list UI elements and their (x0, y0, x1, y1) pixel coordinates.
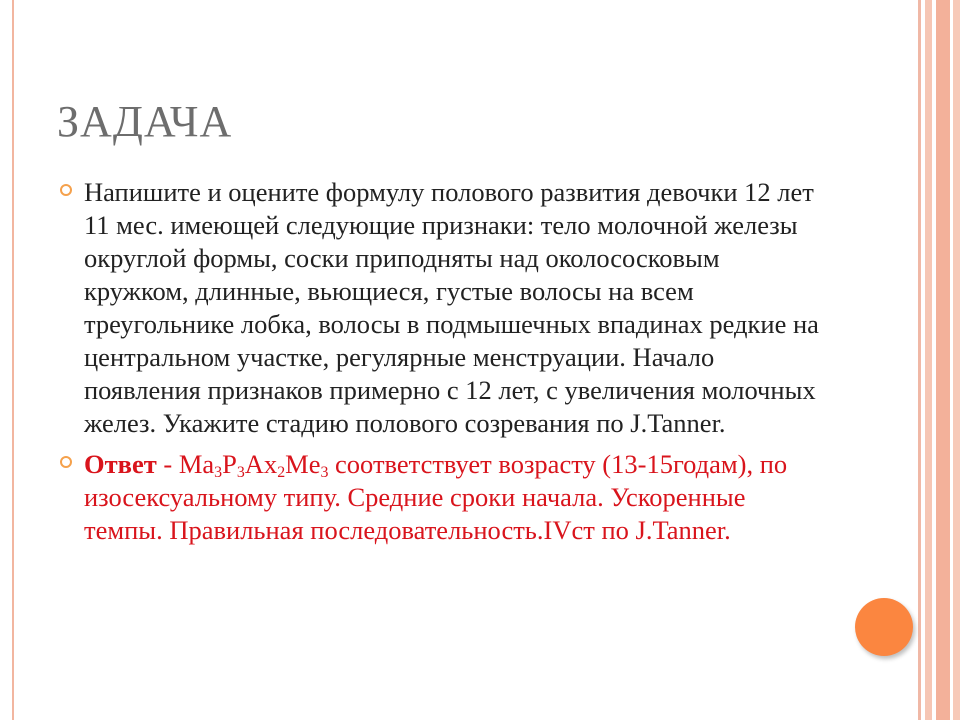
slide-content (58, 176, 828, 547)
slide-title: ЗАДАЧА (57, 97, 233, 146)
task-text: Напишите и оцените формулу полового развития девочки 12 лет 11 мес. имеющей следующие признаки: тело молочной железы округлой формы, соски приподняты над околососковым кружком, длинные, вьющиеся, густые волосы на всем треугольнике лобка, волосы в подмышечных впадинах редкие на центральном участке, регулярные менструации. Начало появления признаков примерно с 12 лет, с увеличения молочных желез. Укажите стадию полового созревания по J.Tanner. (84, 177, 819, 438)
right-decor-stripe (925, 0, 932, 720)
formula-part: $Ax_2$ (244, 449, 286, 481)
right-decor-stripe (918, 0, 921, 720)
formula-part: $Me_3$ (285, 449, 329, 481)
answer-label: Ответ (84, 449, 157, 479)
formula-part: $Ma_3$ (178, 449, 223, 481)
left-border-line (12, 0, 14, 720)
right-decor-stripe (936, 0, 950, 720)
task-item (58, 176, 828, 440)
decorative-circle (855, 598, 913, 656)
formula-part: $P_3$ (222, 449, 245, 481)
answer-formula (179, 449, 329, 479)
bullet-icon (60, 456, 72, 468)
answer-dash: - (156, 449, 179, 479)
bullet-icon (60, 184, 72, 196)
right-decor-stripe (953, 0, 960, 720)
answer-item (58, 448, 828, 547)
answer-text: соответствует возрасту (13-15годам), по изосексуальному типу. Средние сроки начала. Ускоренные темпы. Правильная последовательность.IVст по J.Tanner. (84, 449, 788, 545)
